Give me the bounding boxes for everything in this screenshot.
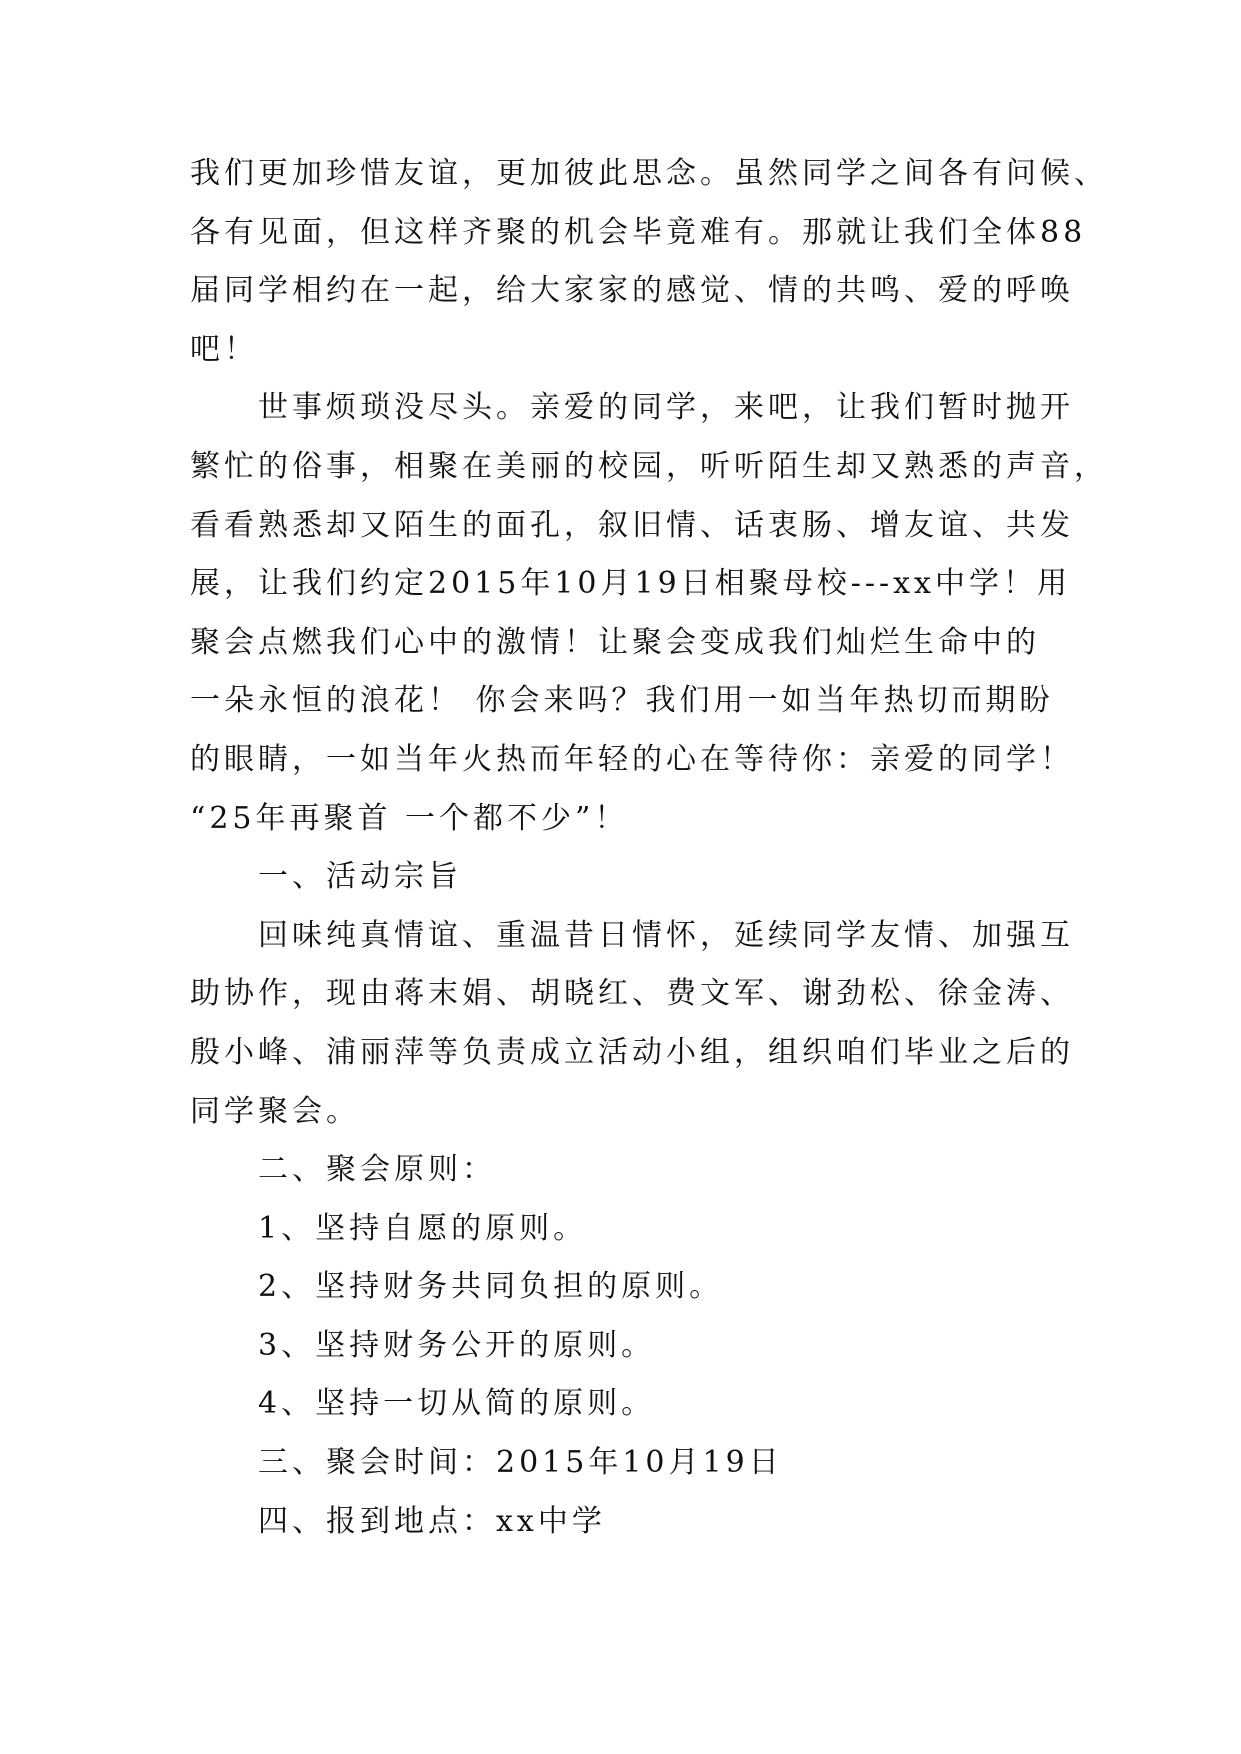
list-item xyxy=(190,1200,1070,1259)
text-line: 的眼睛，一如当年火热而年轻的心在等待你：亲爱的同学！ xyxy=(190,741,1074,777)
text-line: 4、坚持一切从简的原则。 xyxy=(258,1386,656,1422)
text-line: 四、报到地点：xx中学 xyxy=(258,1503,606,1539)
paragraph xyxy=(190,907,1074,1141)
text-line: 3、坚持财务公开的原则。 xyxy=(258,1327,656,1363)
text-line: 世事烦琐没尽头。亲爱的同学，来吧，让我们暂时抛开 xyxy=(258,390,1074,426)
text-line: 同学聚会。 xyxy=(190,1093,360,1129)
section-heading xyxy=(190,1141,1070,1200)
text-line: 2、坚持财务共同负担的原则。 xyxy=(258,1269,724,1305)
text-line: 一、活动宗旨 xyxy=(258,859,462,895)
paragraph xyxy=(190,145,1108,379)
text-line: 三、聚会时间：2015年10月19日 xyxy=(258,1445,783,1481)
list-item xyxy=(190,1258,1070,1317)
text-line: 1、坚持自愿的原则。 xyxy=(258,1210,588,1246)
list-item xyxy=(190,1375,1070,1434)
text-line: 二、聚会原则： xyxy=(258,1152,496,1188)
text-line: 看看熟悉却又陌生的面孔，叙旧情、话衷肠、增友谊、共发 xyxy=(190,507,1074,543)
text-line: 展，让我们约定2015年10月19日相聚母校---xx中学！用 xyxy=(190,566,1071,602)
list-item xyxy=(190,1317,1070,1376)
paragraph xyxy=(190,379,1108,848)
document-body xyxy=(190,145,1108,1551)
text-line: 届同学相约在一起，给大家家的感觉、情的共鸣、爱的呼唤 xyxy=(190,273,1074,309)
section-heading xyxy=(190,848,1070,907)
text-line: 各有见面，但这样齐聚的机会毕竟难有。那就让我们全体88 xyxy=(190,214,1087,250)
text-line: 我们更加珍惜友谊，更加彼此思念。虽然同学之间各有问候、 xyxy=(190,156,1108,191)
section-heading xyxy=(190,1434,1070,1493)
text-line: 一朵永恒的浪花！ 你会来吗？我们用一如当年热切而期盼 xyxy=(190,683,1054,719)
text-line: 吧！ xyxy=(190,331,258,367)
text-line: 聚会点燃我们心中的激情！让聚会变成我们灿烂生命中的 xyxy=(190,624,1040,660)
text-line: 繁忙的俗事，相聚在美丽的校园，听听陌生却又熟悉的声音， xyxy=(190,448,1108,484)
section-heading xyxy=(190,1493,1070,1552)
text-line: “25年再聚首 一个都不少”！ xyxy=(190,800,629,836)
text-line: 回味纯真情谊、重温昔日情怀，延续同学友情、加强互 xyxy=(258,917,1074,953)
text-line: 助协作，现由蒋末娟、胡晓红、费文军、谢劲松、徐金涛、 xyxy=(190,976,1074,1012)
text-line: 殷小峰、浦丽萍等负责成立活动小组，组织咱们毕业之后的 xyxy=(190,1034,1074,1070)
